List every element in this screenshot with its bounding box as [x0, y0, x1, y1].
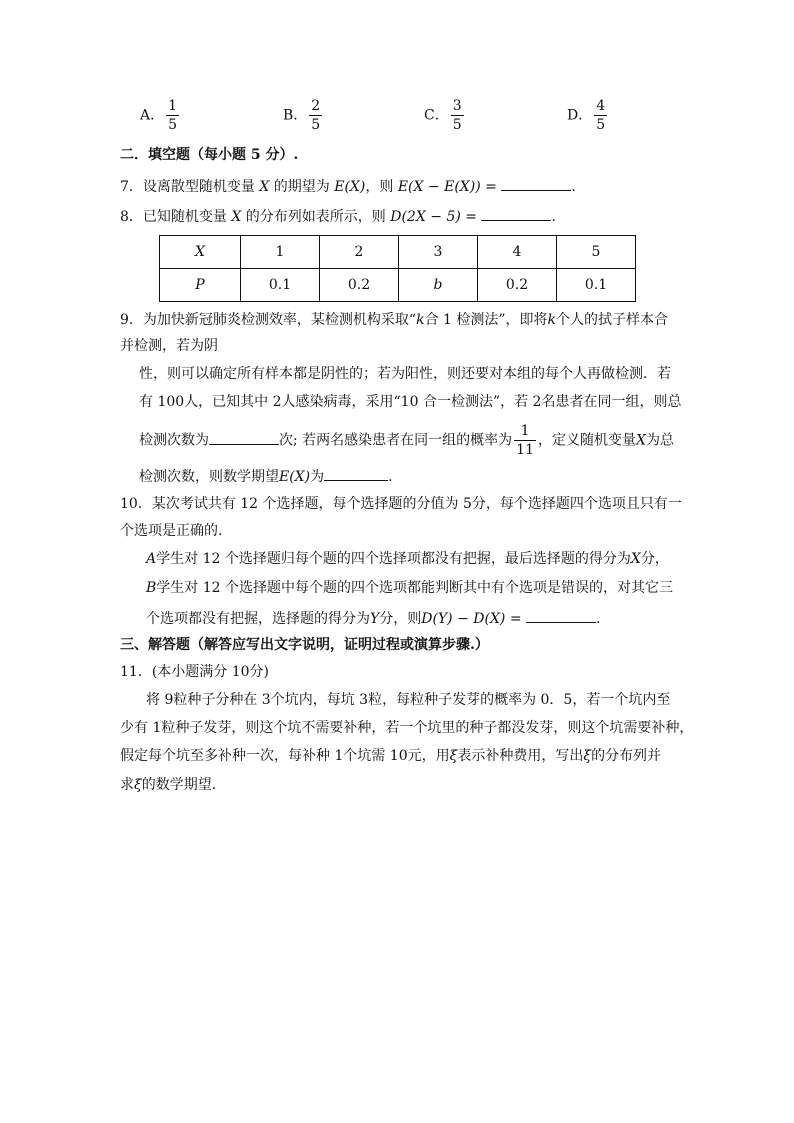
question-9-line-4: 有 100人，已知其中 2人感染病毒，采用“10 合一检测法”，若 2名患者在同一组，则总	[139, 394, 682, 410]
answer-blank	[526, 608, 596, 623]
table-cell: 3	[399, 236, 478, 269]
answer-blank	[324, 466, 388, 481]
option-b	[283, 97, 324, 134]
section-3-title: 三、解答题（解答应写出文字说明，证明过程或演算步骤.）	[120, 637, 489, 653]
answer-blank	[481, 206, 551, 221]
option-d	[567, 97, 609, 134]
question-10-line-4: B学生对 12 个选择题中每个题的四个选项都能判断其中有个选项是错误的，对其它三	[146, 580, 674, 596]
question-11-line-3: 假定每个坑至多补种一次，每补种 1个坑需 10元，用ξ表示补种费用，写出ξ的分布列并	[120, 748, 662, 764]
question-10-line-3: A学生对 12 个选择题归每个题的四个选择项都没有把握，最后选择题的得分为X分，	[146, 551, 669, 567]
table-cell: b	[399, 269, 478, 302]
question-11-header: 11．(本小题满分 10分)	[120, 664, 270, 680]
table-cell: 0.2	[320, 269, 399, 302]
question-11-line-2: 少有 1粒种子发芽，则这个坑不需要补种，若一个坑里的种子都没发芽，则这个坑需要补种，	[120, 720, 694, 736]
question-9-line-1: 9．为加快新冠肺炎检测效率，某检测机构采取“k合 1 检测法”，即将k个人的拭子样本合	[120, 312, 669, 328]
table-cell: P	[160, 269, 241, 302]
table-cell: 5	[557, 236, 636, 269]
probability-fraction: $\frac{1}{11}$	[516, 423, 534, 458]
question-7: 7．设离散型随机变量 X 的期望为 E(X)，则 E(X − E(X)) = .	[120, 176, 576, 196]
table-cell: 4	[478, 236, 557, 269]
question-9-line-5: 检测次数为 次; 若两名感染患者在同一组的概率为 $\frac{1}{11}$ ，定义随机变量X为总	[139, 423, 674, 458]
question-9-line-3: 性，则可以确定所有样本都是阴性的；若为阳性，则还要对本组的每个人再做检测．若	[139, 366, 671, 382]
question-10-line-1: 10．某次考试共有 12 个选择题，每个选择题的分值为 5分，每个选择题四个选项且只有一	[120, 496, 682, 512]
table-cell: X	[160, 236, 241, 269]
distribution-table	[159, 235, 636, 302]
option-label: B．	[283, 107, 308, 124]
question-9-line-6: 检测次数，则数学期望E(X)为 .	[139, 466, 393, 486]
table-cell: 0.1	[557, 269, 636, 302]
option-label: D．	[567, 107, 593, 124]
answer-blank	[501, 176, 571, 191]
table-row	[160, 236, 636, 269]
question-11-line-4: 求ξ的数学期望.	[120, 777, 217, 793]
option-label: C．	[424, 107, 449, 124]
table-row	[160, 269, 636, 302]
option-a	[140, 97, 181, 134]
answer-blank	[209, 430, 279, 445]
question-9-line-2: 并检测，若为阴	[120, 338, 218, 354]
table-cell: 1	[241, 236, 320, 269]
table-cell: 0.2	[478, 269, 557, 302]
option-c	[424, 97, 466, 134]
question-11-line-1: 将 9粒种子分种在 3个坑内，每坑 3粒，每粒种子发芽的概率为 0．5，若一个坑内至	[146, 692, 671, 708]
question-8: 8．已知随机变量 X 的分布列如表所示，则 D(2X − 5) = .	[120, 206, 556, 226]
table-cell: 0.1	[241, 269, 320, 302]
option-fraction: $\frac{4}{5}$	[596, 98, 606, 133]
table-cell: 2	[320, 236, 399, 269]
question-10-line-5: 个选项都没有把握，选择题的得分为Y分，则D(Y) − D(X) = .	[146, 608, 600, 628]
option-fraction: $\frac{2}{5}$	[311, 98, 321, 133]
question-10-line-2: 个选项是正确的.	[120, 523, 223, 539]
option-label: A．	[140, 107, 165, 124]
section-2-title: 二．填空题（每小题 5 分）.	[120, 147, 299, 163]
option-fraction: $\frac{1}{5}$	[168, 98, 178, 133]
option-fraction: $\frac{3}{5}$	[452, 98, 462, 133]
